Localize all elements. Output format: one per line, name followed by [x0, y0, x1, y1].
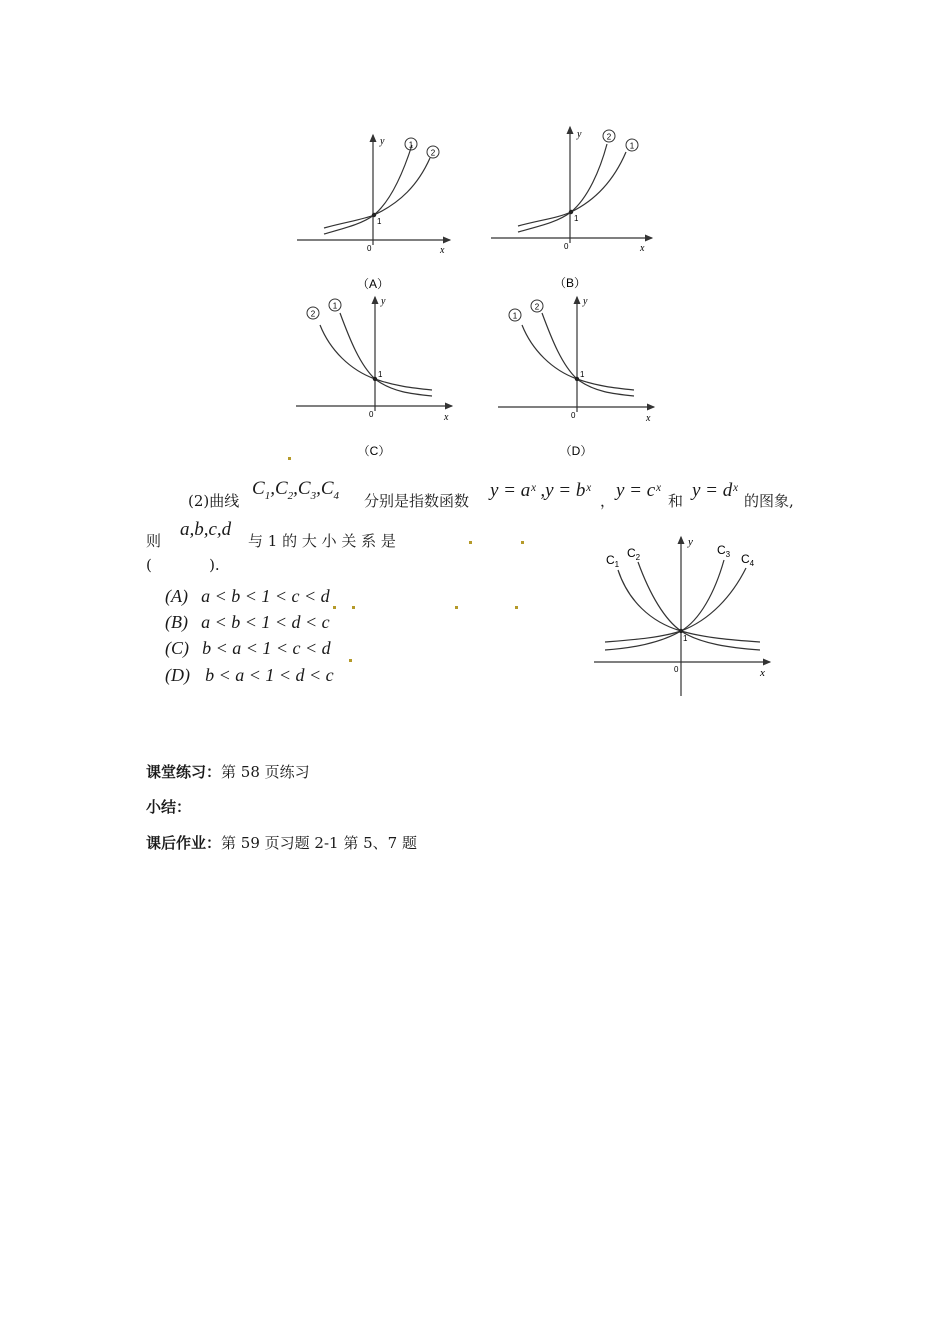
option-letter: (D): [165, 665, 190, 685]
panel-d-caption: （D）: [559, 444, 593, 458]
svg-text:y: y: [583, 296, 588, 307]
practice-text: 第 58 页练习: [221, 763, 310, 781]
stray-dot: [515, 606, 518, 609]
question-vars: a,b,c,d: [180, 519, 232, 540]
panel-a-curve-1: [324, 145, 412, 234]
stray-dot: [455, 606, 458, 609]
svg-text:y: y: [577, 129, 582, 140]
panel-b-label-2: 2: [606, 132, 612, 142]
question-then: 则: [146, 532, 162, 550]
option-expression: a < b < 1 < c < d: [201, 586, 330, 606]
svg-text:0: 0: [571, 411, 576, 420]
homework-line: [146, 832, 417, 853]
label-c2: $C_2$: [627, 546, 641, 562]
question-comma: ，: [600, 492, 616, 510]
panel-b-label-1: 1: [629, 141, 635, 151]
label-c4: $C_4$: [741, 552, 755, 568]
svg-text:1: 1: [378, 370, 383, 379]
option-letter: (A): [165, 586, 188, 606]
svg-text:x: x: [444, 412, 449, 423]
option-letter: (B): [165, 612, 188, 632]
option-a: [165, 586, 330, 607]
question-f1: y = aˣ ,y = bˣ: [490, 480, 591, 501]
panel-b-caption: （B）: [553, 276, 587, 290]
panel-d: [498, 296, 654, 458]
panel-a-label-2: 2: [430, 148, 436, 158]
stray-dot: [288, 457, 291, 460]
question-curves: $C_1,C_2,C_3,C_4$: [252, 478, 339, 502]
answer-parentheses: ( ).: [146, 556, 220, 574]
panel-c-label-1: 1: [332, 301, 338, 311]
label-c1: $C_1$: [606, 553, 620, 569]
question-relation: 与 1 的 大 小 关 系 是: [248, 532, 396, 550]
svg-text:0: 0: [369, 410, 374, 419]
label-c3: $C_3$: [717, 543, 731, 559]
summary-label: 小结：: [146, 798, 192, 816]
curve-c4: [605, 568, 746, 642]
panel-c-caption: （C）: [357, 444, 391, 458]
panel-d-label-1: 1: [512, 311, 518, 321]
option-expression: b < a < 1 < c < d: [202, 638, 331, 658]
question-suffix: 的图象,: [744, 492, 794, 510]
option-b: [165, 612, 330, 633]
panel-a-caption: （A）: [356, 277, 390, 291]
panel-a: [297, 135, 450, 291]
svg-text:y: y: [380, 136, 385, 147]
option-expression: a < b < 1 < d < c: [201, 612, 330, 632]
svg-text:0: 0: [674, 665, 679, 674]
svg-text:y: y: [688, 536, 693, 548]
panel-d-curve-2: [542, 313, 634, 396]
question-f2: y = cˣ: [616, 480, 661, 501]
stray-dot: [352, 606, 355, 609]
panel-b: [491, 127, 652, 290]
curves-c1-c4-figure: [588, 530, 778, 700]
stray-dot: [333, 606, 336, 609]
option-letter: (C): [165, 638, 189, 658]
svg-text:y: y: [381, 296, 386, 307]
option-expression: b < a < 1 < d < c: [205, 665, 334, 685]
svg-text:1: 1: [683, 634, 688, 643]
question-mid: 分别是指数函数: [364, 492, 470, 510]
panel-a-label-1: 1: [408, 140, 414, 150]
stray-dot: [469, 541, 472, 544]
svg-text:1: 1: [377, 217, 382, 226]
practice-label: 课堂练习：: [146, 763, 222, 781]
practice-line: [146, 761, 310, 782]
panel-c-curve-1: [340, 313, 432, 396]
svg-text:0: 0: [367, 244, 372, 253]
summary-line: [146, 796, 191, 817]
panel-b-curve-1: [518, 152, 626, 226]
svg-text:x: x: [440, 245, 445, 256]
svg-text:1: 1: [580, 370, 585, 379]
panel-c-label-2: 2: [310, 309, 316, 319]
svg-text:0: 0: [564, 242, 569, 251]
svg-text:x: x: [760, 667, 765, 679]
stray-dot: [349, 659, 352, 662]
svg-text:1: 1: [574, 214, 579, 223]
option-c: [165, 638, 331, 659]
svg-text:x: x: [646, 413, 651, 424]
homework-text: 第 59 页习题 2-1 第 5、7 题: [221, 834, 417, 852]
panel-b-curve-2: [518, 144, 607, 232]
question-and: 和: [668, 492, 684, 510]
panel-c: [296, 296, 452, 458]
exponential-graph-panels: [280, 120, 680, 465]
question-f3: y = dˣ: [692, 480, 738, 501]
svg-text:x: x: [640, 243, 645, 254]
question-prefix: (2)曲线: [188, 492, 240, 510]
homework-label: 课后作业：: [146, 834, 222, 852]
stray-dot: [521, 541, 524, 544]
option-d: [165, 665, 334, 686]
panel-d-label-2: 2: [534, 302, 540, 312]
